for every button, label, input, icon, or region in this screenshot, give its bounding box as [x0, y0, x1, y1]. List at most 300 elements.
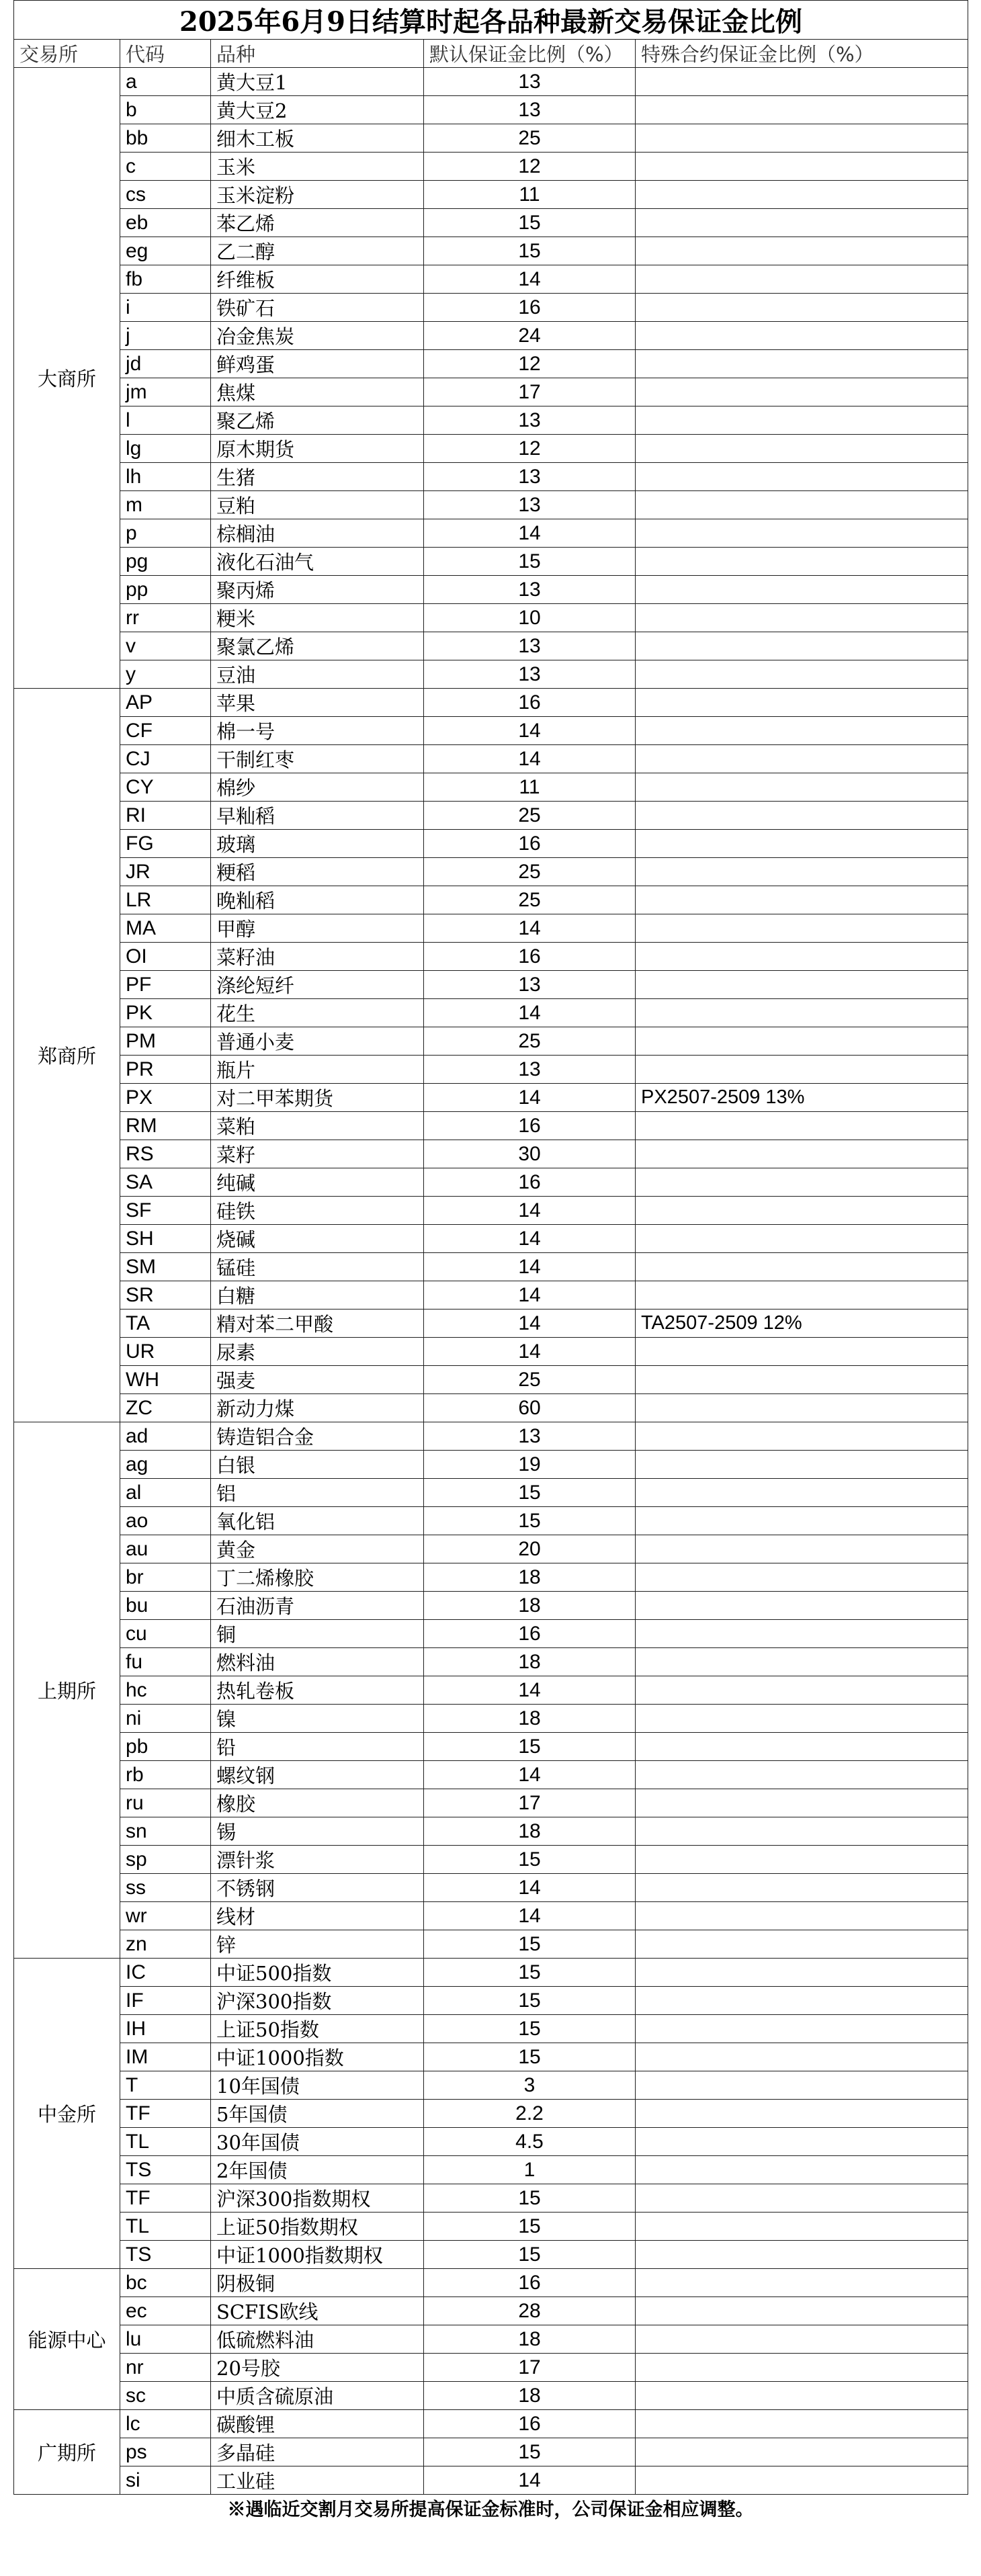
table-row [14, 632, 968, 660]
table-row [14, 660, 968, 689]
table-row [14, 1140, 968, 1168]
table-row [14, 1027, 968, 1056]
exchange-cell: 中金所 [14, 1959, 120, 2269]
special-rate-cell [636, 1507, 968, 1535]
default-rate-cell: 11 [424, 181, 636, 209]
default-rate-cell: 30 [424, 1140, 636, 1168]
code-cell: RI [120, 802, 211, 830]
code-cell: IH [120, 2015, 211, 2043]
default-rate-cell: 25 [424, 802, 636, 830]
default-rate-cell: 13 [424, 491, 636, 519]
code-cell: TS [120, 2156, 211, 2184]
variety-cell: 粳稻 [211, 858, 424, 886]
variety-cell: 白糖 [211, 1281, 424, 1310]
default-rate-cell: 12 [424, 435, 636, 463]
margin-table-sheet [13, 0, 968, 2524]
table-row [14, 1592, 968, 1620]
code-cell: lg [120, 435, 211, 463]
table-row [14, 1761, 968, 1789]
table-row [14, 2297, 968, 2325]
table-row [14, 209, 968, 237]
table-row [14, 1168, 968, 1197]
table-row [14, 350, 968, 378]
code-cell: ps [120, 2438, 211, 2466]
special-rate-cell [636, 124, 968, 153]
code-cell: TA [120, 1310, 211, 1338]
default-rate-cell: 15 [424, 2043, 636, 2071]
table-row [14, 1676, 968, 1705]
variety-cell: 镍 [211, 1705, 424, 1733]
variety-cell: 黄金 [211, 1535, 424, 1563]
special-rate-cell [636, 491, 968, 519]
variety-cell: 焦煤 [211, 378, 424, 406]
default-rate-cell: 14 [424, 1253, 636, 1281]
table-row [14, 1902, 968, 1930]
default-rate-cell: 28 [424, 2297, 636, 2325]
default-rate-cell: 25 [424, 124, 636, 153]
variety-cell: 精对苯二甲酸 [211, 1310, 424, 1338]
default-rate-cell: 14 [424, 265, 636, 294]
code-cell: FG [120, 830, 211, 858]
special-rate-cell [636, 1197, 968, 1225]
default-rate-cell: 13 [424, 632, 636, 660]
code-cell: IC [120, 1959, 211, 1987]
variety-cell: 细木工板 [211, 124, 424, 153]
default-rate-cell: 19 [424, 1451, 636, 1479]
table-row [14, 1112, 968, 1140]
special-rate-cell [636, 406, 968, 435]
default-rate-cell: 15 [424, 2241, 636, 2269]
default-rate-cell: 13 [424, 1422, 636, 1451]
variety-cell: 生猪 [211, 463, 424, 491]
code-cell: jm [120, 378, 211, 406]
code-cell: ag [120, 1451, 211, 1479]
code-cell: wr [120, 1902, 211, 1930]
table-row [14, 294, 968, 322]
default-rate-cell: 10 [424, 604, 636, 632]
default-rate-cell: 14 [424, 717, 636, 745]
title-row [14, 1, 968, 40]
special-rate-cell [636, 773, 968, 802]
code-cell: T [120, 2071, 211, 2100]
code-cell: ad [120, 1422, 211, 1451]
table-row [14, 2213, 968, 2241]
special-rate-cell [636, 265, 968, 294]
variety-cell: 线材 [211, 1902, 424, 1930]
code-cell: lc [120, 2410, 211, 2438]
default-rate-cell: 4.5 [424, 2128, 636, 2156]
code-cell: LR [120, 886, 211, 914]
exchange-cell: 大商所 [14, 68, 120, 689]
special-rate-cell [636, 2015, 968, 2043]
variety-cell: 中证500指数 [211, 1959, 424, 1987]
code-cell: PF [120, 971, 211, 999]
code-cell: pg [120, 548, 211, 576]
variety-cell: 漂针浆 [211, 1846, 424, 1874]
variety-cell: 干制红枣 [211, 745, 424, 773]
table-row [14, 491, 968, 519]
variety-cell: 菜籽油 [211, 943, 424, 971]
variety-cell: 硅铁 [211, 1197, 424, 1225]
variety-cell: 沪深300指数期权 [211, 2184, 424, 2213]
special-rate-cell [636, 2325, 968, 2354]
special-rate-cell [636, 463, 968, 491]
table-row [14, 2466, 968, 2495]
code-cell: SR [120, 1281, 211, 1310]
header-special-rate: 特殊合约保证金比例（%） [636, 40, 968, 68]
special-rate-cell [636, 2128, 968, 2156]
default-rate-cell: 13 [424, 1056, 636, 1084]
table-row [14, 773, 968, 802]
special-rate-cell [636, 830, 968, 858]
special-rate-cell [636, 689, 968, 717]
table-row [14, 2382, 968, 2410]
variety-cell: 聚丙烯 [211, 576, 424, 604]
table-row [14, 830, 968, 858]
exchange-cell: 郑商所 [14, 689, 120, 1422]
variety-cell: 液化石油气 [211, 548, 424, 576]
variety-cell: 铜 [211, 1620, 424, 1648]
special-rate-cell [636, 1253, 968, 1281]
default-rate-cell: 15 [424, 1959, 636, 1987]
special-rate-cell [636, 1930, 968, 1959]
table-row [14, 124, 968, 153]
default-rate-cell: 16 [424, 689, 636, 717]
code-cell: hc [120, 1676, 211, 1705]
special-rate-cell [636, 1563, 968, 1592]
table-row [14, 2100, 968, 2128]
code-cell: SF [120, 1197, 211, 1225]
special-rate-cell [636, 1987, 968, 2015]
variety-cell: 粳米 [211, 604, 424, 632]
default-rate-cell: 13 [424, 406, 636, 435]
variety-cell: 玉米 [211, 153, 424, 181]
variety-cell: 黄大豆1 [211, 68, 424, 96]
default-rate-cell: 15 [424, 1987, 636, 2015]
header-variety: 品种 [211, 40, 424, 68]
table-row [14, 1084, 968, 1112]
variety-cell: 强麦 [211, 1366, 424, 1394]
code-cell: MA [120, 914, 211, 943]
code-cell: fb [120, 265, 211, 294]
table-row [14, 1620, 968, 1648]
table-row [14, 1535, 968, 1563]
table-row [14, 2015, 968, 2043]
table-row [14, 548, 968, 576]
table-row [14, 1310, 968, 1338]
variety-cell: 螺纹钢 [211, 1761, 424, 1789]
code-cell: fu [120, 1648, 211, 1676]
special-rate-cell [636, 2100, 968, 2128]
variety-cell: 冶金焦炭 [211, 322, 424, 350]
code-cell: sc [120, 2382, 211, 2410]
table-row [14, 1056, 968, 1084]
default-rate-cell: 17 [424, 2354, 636, 2382]
table-row [14, 1705, 968, 1733]
table-row [14, 265, 968, 294]
code-cell: PM [120, 1027, 211, 1056]
code-cell: pb [120, 1733, 211, 1761]
variety-cell: 20号胶 [211, 2354, 424, 2382]
variety-cell: 锌 [211, 1930, 424, 1959]
table-row [14, 378, 968, 406]
default-rate-cell: 14 [424, 519, 636, 548]
table-row [14, 1338, 968, 1366]
special-rate-cell [636, 943, 968, 971]
code-cell: jd [120, 350, 211, 378]
code-cell: JR [120, 858, 211, 886]
default-rate-cell: 14 [424, 914, 636, 943]
special-rate-cell [636, 1168, 968, 1197]
default-rate-cell: 18 [424, 1705, 636, 1733]
variety-cell: 鲜鸡蛋 [211, 350, 424, 378]
table-row [14, 2438, 968, 2466]
default-rate-cell: 14 [424, 1281, 636, 1310]
code-cell: TF [120, 2184, 211, 2213]
special-rate-cell [636, 548, 968, 576]
table-row [14, 1648, 968, 1676]
code-cell: IM [120, 2043, 211, 2071]
special-rate-cell [636, 2382, 968, 2410]
default-rate-cell: 16 [424, 294, 636, 322]
code-cell: eg [120, 237, 211, 265]
header-exchange: 交易所 [14, 40, 120, 68]
special-rate-cell [636, 1902, 968, 1930]
code-cell: l [120, 406, 211, 435]
variety-cell: 不锈钢 [211, 1874, 424, 1902]
special-rate-cell [636, 1874, 968, 1902]
default-rate-cell: 14 [424, 745, 636, 773]
special-rate-cell [636, 1817, 968, 1846]
code-cell: cu [120, 1620, 211, 1648]
variety-cell: 晚籼稻 [211, 886, 424, 914]
special-rate-cell [636, 1789, 968, 1817]
code-cell: y [120, 660, 211, 689]
default-rate-cell: 18 [424, 1563, 636, 1592]
variety-cell: 玻璃 [211, 830, 424, 858]
table-row [14, 1959, 968, 1987]
exchange-cell: 广期所 [14, 2410, 120, 2495]
code-cell: au [120, 1535, 211, 1563]
special-rate-cell [636, 858, 968, 886]
default-rate-cell: 18 [424, 1817, 636, 1846]
table-row [14, 689, 968, 717]
code-cell: si [120, 2466, 211, 2495]
default-rate-cell: 25 [424, 1366, 636, 1394]
code-cell: br [120, 1563, 211, 1592]
code-cell: m [120, 491, 211, 519]
default-rate-cell: 15 [424, 237, 636, 265]
variety-cell: 豆粕 [211, 491, 424, 519]
code-cell: PX [120, 1084, 211, 1112]
table-row [14, 576, 968, 604]
special-rate-cell [636, 2213, 968, 2241]
special-rate-cell [636, 1705, 968, 1733]
code-cell: WH [120, 1366, 211, 1394]
code-cell: sp [120, 1846, 211, 1874]
default-rate-cell: 15 [424, 2184, 636, 2213]
special-rate-cell [636, 717, 968, 745]
default-rate-cell: 17 [424, 1789, 636, 1817]
default-rate-cell: 25 [424, 886, 636, 914]
special-rate-cell [636, 519, 968, 548]
code-cell: sn [120, 1817, 211, 1846]
special-rate-cell [636, 2466, 968, 2495]
code-cell: v [120, 632, 211, 660]
code-cell: RM [120, 1112, 211, 1140]
table-row [14, 802, 968, 830]
code-cell: TF [120, 2100, 211, 2128]
variety-cell: 瓶片 [211, 1056, 424, 1084]
variety-cell: SCFIS欧线 [211, 2297, 424, 2325]
table-row [14, 1563, 968, 1592]
default-rate-cell: 16 [424, 943, 636, 971]
table-row [14, 745, 968, 773]
default-rate-cell: 16 [424, 1112, 636, 1140]
special-rate-cell [636, 1648, 968, 1676]
special-rate-cell [636, 914, 968, 943]
variety-cell: 锰硅 [211, 1253, 424, 1281]
page-title: 2025年6月9日结算时起各品种最新交易保证金比例 [14, 1, 968, 40]
margin-table [13, 0, 968, 2495]
default-rate-cell: 18 [424, 2382, 636, 2410]
special-rate-cell [636, 435, 968, 463]
code-cell: b [120, 96, 211, 124]
default-rate-cell: 13 [424, 660, 636, 689]
table-row [14, 322, 968, 350]
default-rate-cell: 17 [424, 378, 636, 406]
default-rate-cell: 14 [424, 999, 636, 1027]
special-rate-cell: PX2507-2509 13% [636, 1084, 968, 1112]
default-rate-cell: 15 [424, 209, 636, 237]
table-row [14, 1507, 968, 1535]
default-rate-cell: 14 [424, 1084, 636, 1112]
variety-cell: 原木期货 [211, 435, 424, 463]
table-row [14, 1422, 968, 1451]
table-row [14, 519, 968, 548]
special-rate-cell [636, 2269, 968, 2297]
variety-cell: 聚氯乙烯 [211, 632, 424, 660]
default-rate-cell: 20 [424, 1535, 636, 1563]
special-rate-cell [636, 1535, 968, 1563]
code-cell: zn [120, 1930, 211, 1959]
code-cell: SA [120, 1168, 211, 1197]
variety-cell: 丁二烯橡胶 [211, 1563, 424, 1592]
default-rate-cell: 15 [424, 1733, 636, 1761]
table-row [14, 943, 968, 971]
exchange-cell: 上期所 [14, 1422, 120, 1959]
variety-cell: 菜粕 [211, 1112, 424, 1140]
special-rate-cell [636, 1620, 968, 1648]
variety-cell: 铁矿石 [211, 294, 424, 322]
table-row [14, 2128, 968, 2156]
code-cell: ni [120, 1705, 211, 1733]
variety-cell: 上证50指数 [211, 2015, 424, 2043]
variety-cell: 10年国债 [211, 2071, 424, 2100]
table-row [14, 2043, 968, 2071]
default-rate-cell: 24 [424, 322, 636, 350]
special-rate-cell [636, 2043, 968, 2071]
code-cell: ec [120, 2297, 211, 2325]
code-cell: j [120, 322, 211, 350]
special-rate-cell [636, 2156, 968, 2184]
variety-cell: 早籼稻 [211, 802, 424, 830]
default-rate-cell: 14 [424, 2466, 636, 2495]
default-rate-cell: 16 [424, 830, 636, 858]
table-row [14, 886, 968, 914]
special-rate-cell [636, 1140, 968, 1168]
special-rate-cell [636, 1422, 968, 1451]
default-rate-cell: 2.2 [424, 2100, 636, 2128]
table-row [14, 1846, 968, 1874]
special-rate-cell [636, 1676, 968, 1705]
special-rate-cell [636, 1959, 968, 1987]
code-cell: a [120, 68, 211, 96]
default-rate-cell: 3 [424, 2071, 636, 2100]
default-rate-cell: 15 [424, 1507, 636, 1535]
table-row [14, 1987, 968, 2015]
variety-cell: 中质含硫原油 [211, 2382, 424, 2410]
code-cell: IF [120, 1987, 211, 2015]
variety-cell: 沪深300指数 [211, 1987, 424, 2015]
footnote: ※遇临近交割月交易所提高保证金标准时，公司保证金相应调整。 [227, 2499, 754, 2520]
default-rate-cell: 14 [424, 1902, 636, 1930]
variety-cell: 棉纱 [211, 773, 424, 802]
table-row [14, 1479, 968, 1507]
special-rate-cell [636, 632, 968, 660]
variety-cell: 橡胶 [211, 1789, 424, 1817]
variety-cell: 上证50指数期权 [211, 2213, 424, 2241]
code-cell: CJ [120, 745, 211, 773]
code-cell: ZC [120, 1394, 211, 1422]
special-rate-cell [636, 1056, 968, 1084]
variety-cell: 氧化铝 [211, 1507, 424, 1535]
code-cell: TL [120, 2213, 211, 2241]
special-rate-cell [636, 153, 968, 181]
code-cell: AP [120, 689, 211, 717]
variety-cell: 2年国债 [211, 2156, 424, 2184]
table-row [14, 406, 968, 435]
special-rate-cell [636, 1761, 968, 1789]
table-row [14, 1451, 968, 1479]
default-rate-cell: 1 [424, 2156, 636, 2184]
special-rate-cell [636, 1112, 968, 1140]
special-rate-cell: TA2507-2509 12% [636, 1310, 968, 1338]
variety-cell: 热轧卷板 [211, 1676, 424, 1705]
table-row [14, 1197, 968, 1225]
variety-cell: 烧碱 [211, 1225, 424, 1253]
variety-cell: 铸造铝合金 [211, 1422, 424, 1451]
variety-cell: 对二甲苯期货 [211, 1084, 424, 1112]
variety-cell: 低硫燃料油 [211, 2325, 424, 2354]
special-rate-cell [636, 886, 968, 914]
special-rate-cell [636, 745, 968, 773]
default-rate-cell: 13 [424, 576, 636, 604]
special-rate-cell [636, 2297, 968, 2325]
table-row [14, 858, 968, 886]
variety-cell: 棉一号 [211, 717, 424, 745]
code-cell: bu [120, 1592, 211, 1620]
code-cell: TL [120, 2128, 211, 2156]
code-cell: SM [120, 1253, 211, 1281]
special-rate-cell [636, 802, 968, 830]
special-rate-cell [636, 2438, 968, 2466]
table-row [14, 2410, 968, 2438]
code-cell: p [120, 519, 211, 548]
special-rate-cell [636, 1479, 968, 1507]
special-rate-cell [636, 604, 968, 632]
table-row [14, 2269, 968, 2297]
